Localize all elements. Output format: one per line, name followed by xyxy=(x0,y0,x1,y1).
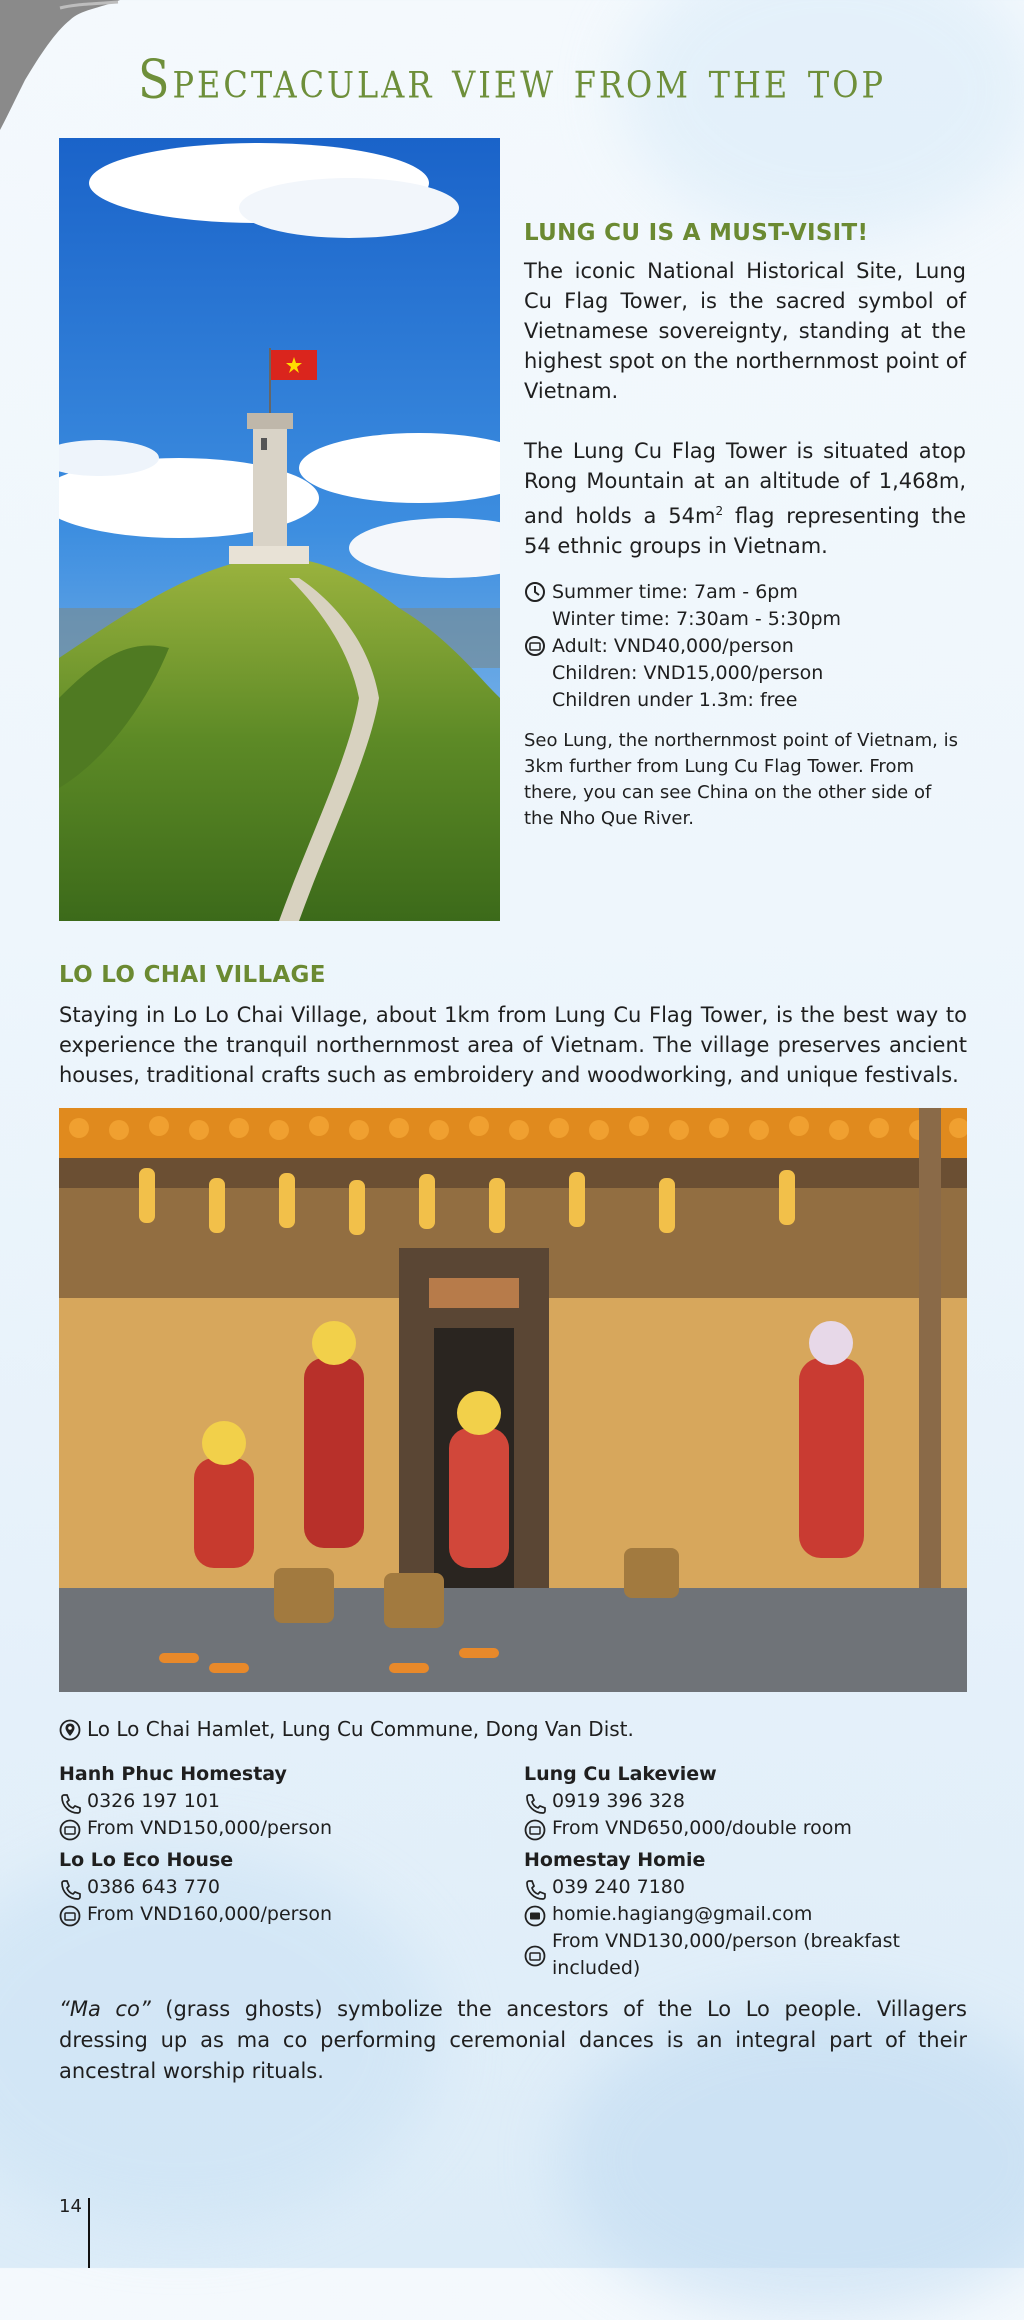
homestay-name: Lung Cu Lakeview xyxy=(524,1763,717,1785)
page-number: 14 xyxy=(59,2196,82,2217)
ma-co-paragraph xyxy=(59,1994,967,2087)
phone-icon xyxy=(524,1792,546,1814)
watercolor-blob xyxy=(620,0,1024,240)
opening-hours xyxy=(524,579,966,633)
location-pin-icon xyxy=(59,1719,81,1741)
lolo-intro: Staying in Lo Lo Chai Village, about 1km from Lung Cu Flag Tower, is the best way to experience the tranquil northernmost area of Vietnam. The village preserves ancient houses, traditional crafts such as embroidery and woodworking, and unique festivals. xyxy=(59,1003,967,1087)
ticket-prices xyxy=(524,633,966,714)
price-tag-icon xyxy=(524,1945,546,1967)
price-children: Children: VND15,000/person xyxy=(552,662,824,684)
lung-cu-paragraph-3: Seo Lung, the northernmost point of Vietnam, is 3km further from Lung Cu Flag Tower. From there, you can see China on the other side of the Nho Que River. xyxy=(524,730,958,829)
homestay-column-right xyxy=(524,1760,964,1982)
page-title: Spectacular view from the top xyxy=(137,47,886,111)
homestay-column-left xyxy=(59,1760,499,1928)
lolo-address xyxy=(59,1717,634,1741)
homestay-price: From VND150,000/person xyxy=(87,1817,333,1839)
phone-icon xyxy=(59,1878,81,1900)
homestay-name: Hanh Phuc Homestay xyxy=(59,1763,287,1785)
phone-icon xyxy=(524,1878,546,1900)
homestay-card xyxy=(524,1846,964,1982)
price-children-under: Children under 1.3m: free xyxy=(552,689,798,711)
hours-winter: Winter time: 7:30am - 5:30pm xyxy=(552,608,842,630)
price-adult: Adult: VND40,000/person xyxy=(552,635,794,657)
clock-icon xyxy=(524,581,546,603)
lung-cu-heading: LUNG CU IS A MUST-VISIT! xyxy=(524,220,869,246)
homestay-card xyxy=(59,1846,499,1928)
lolo-village-photo xyxy=(59,1108,967,1692)
phone-icon xyxy=(59,1792,81,1814)
page-number-divider xyxy=(88,2198,90,2268)
price-tag-icon xyxy=(59,1819,81,1841)
homestay-email[interactable]: homie.hagiang@gmail.com xyxy=(552,1903,813,1925)
price-tag-icon xyxy=(59,1905,81,1927)
email-icon xyxy=(524,1905,546,1927)
homestay-phone[interactable]: 039 240 7180 xyxy=(552,1876,685,1898)
homestay-card xyxy=(524,1760,964,1842)
price-tag-icon xyxy=(524,1819,546,1841)
lolo-heading: LO LO CHAI VILLAGE xyxy=(59,962,326,988)
homestay-phone[interactable]: 0919 396 328 xyxy=(552,1790,685,1812)
lung-cu-paragraph-2-part-b: flag representing the 54 ethnic groups in Vietnam. xyxy=(524,504,966,558)
homestay-price: From VND130,000/person (breakfast included) xyxy=(552,1930,900,1979)
hours-summer: Summer time: 7am - 6pm xyxy=(552,581,798,603)
homestay-phone[interactable]: 0326 197 101 xyxy=(87,1790,220,1812)
address-text: Lo Lo Chai Hamlet, Lung Cu Commune, Dong Van Dist. xyxy=(87,1717,634,1741)
ticket-icon xyxy=(524,635,546,657)
homestay-name: Lo Lo Eco House xyxy=(59,1849,234,1871)
superscript-2: 2 xyxy=(715,504,724,518)
lung-cu-paragraph-2-part-a: The Lung Cu Flag Tower is situated atop Rong Mountain at an altitude of 1,468m, and holds a 54m xyxy=(524,439,966,528)
lung-cu-paragraph-1: The iconic National Historical Site, Lung Cu Flag Tower, is the sacred symbol of Vietnamese sovereignty, standing at the highest spot on the northernmost point of Vietnam. xyxy=(524,259,966,403)
lung-cu-section xyxy=(524,220,966,832)
homestay-price: From VND160,000/person xyxy=(87,1903,333,1925)
homestay-card xyxy=(59,1760,499,1842)
ma-co-term: “Ma co” xyxy=(59,1997,151,2021)
homestay-name: Homestay Homie xyxy=(524,1849,706,1871)
lung-cu-flag-tower-photo xyxy=(59,138,500,921)
ma-co-description: (grass ghosts) symbolize the ancestors of the Lo Lo people. Villagers dressing up as ma co performing ceremonial dances is an integral part of their ancestral worship rituals. xyxy=(59,1997,967,2083)
homestay-price: From VND650,000/double room xyxy=(552,1817,852,1839)
lung-cu-paragraph-2 xyxy=(524,436,966,561)
homestay-phone[interactable]: 0386 643 770 xyxy=(87,1876,220,1898)
